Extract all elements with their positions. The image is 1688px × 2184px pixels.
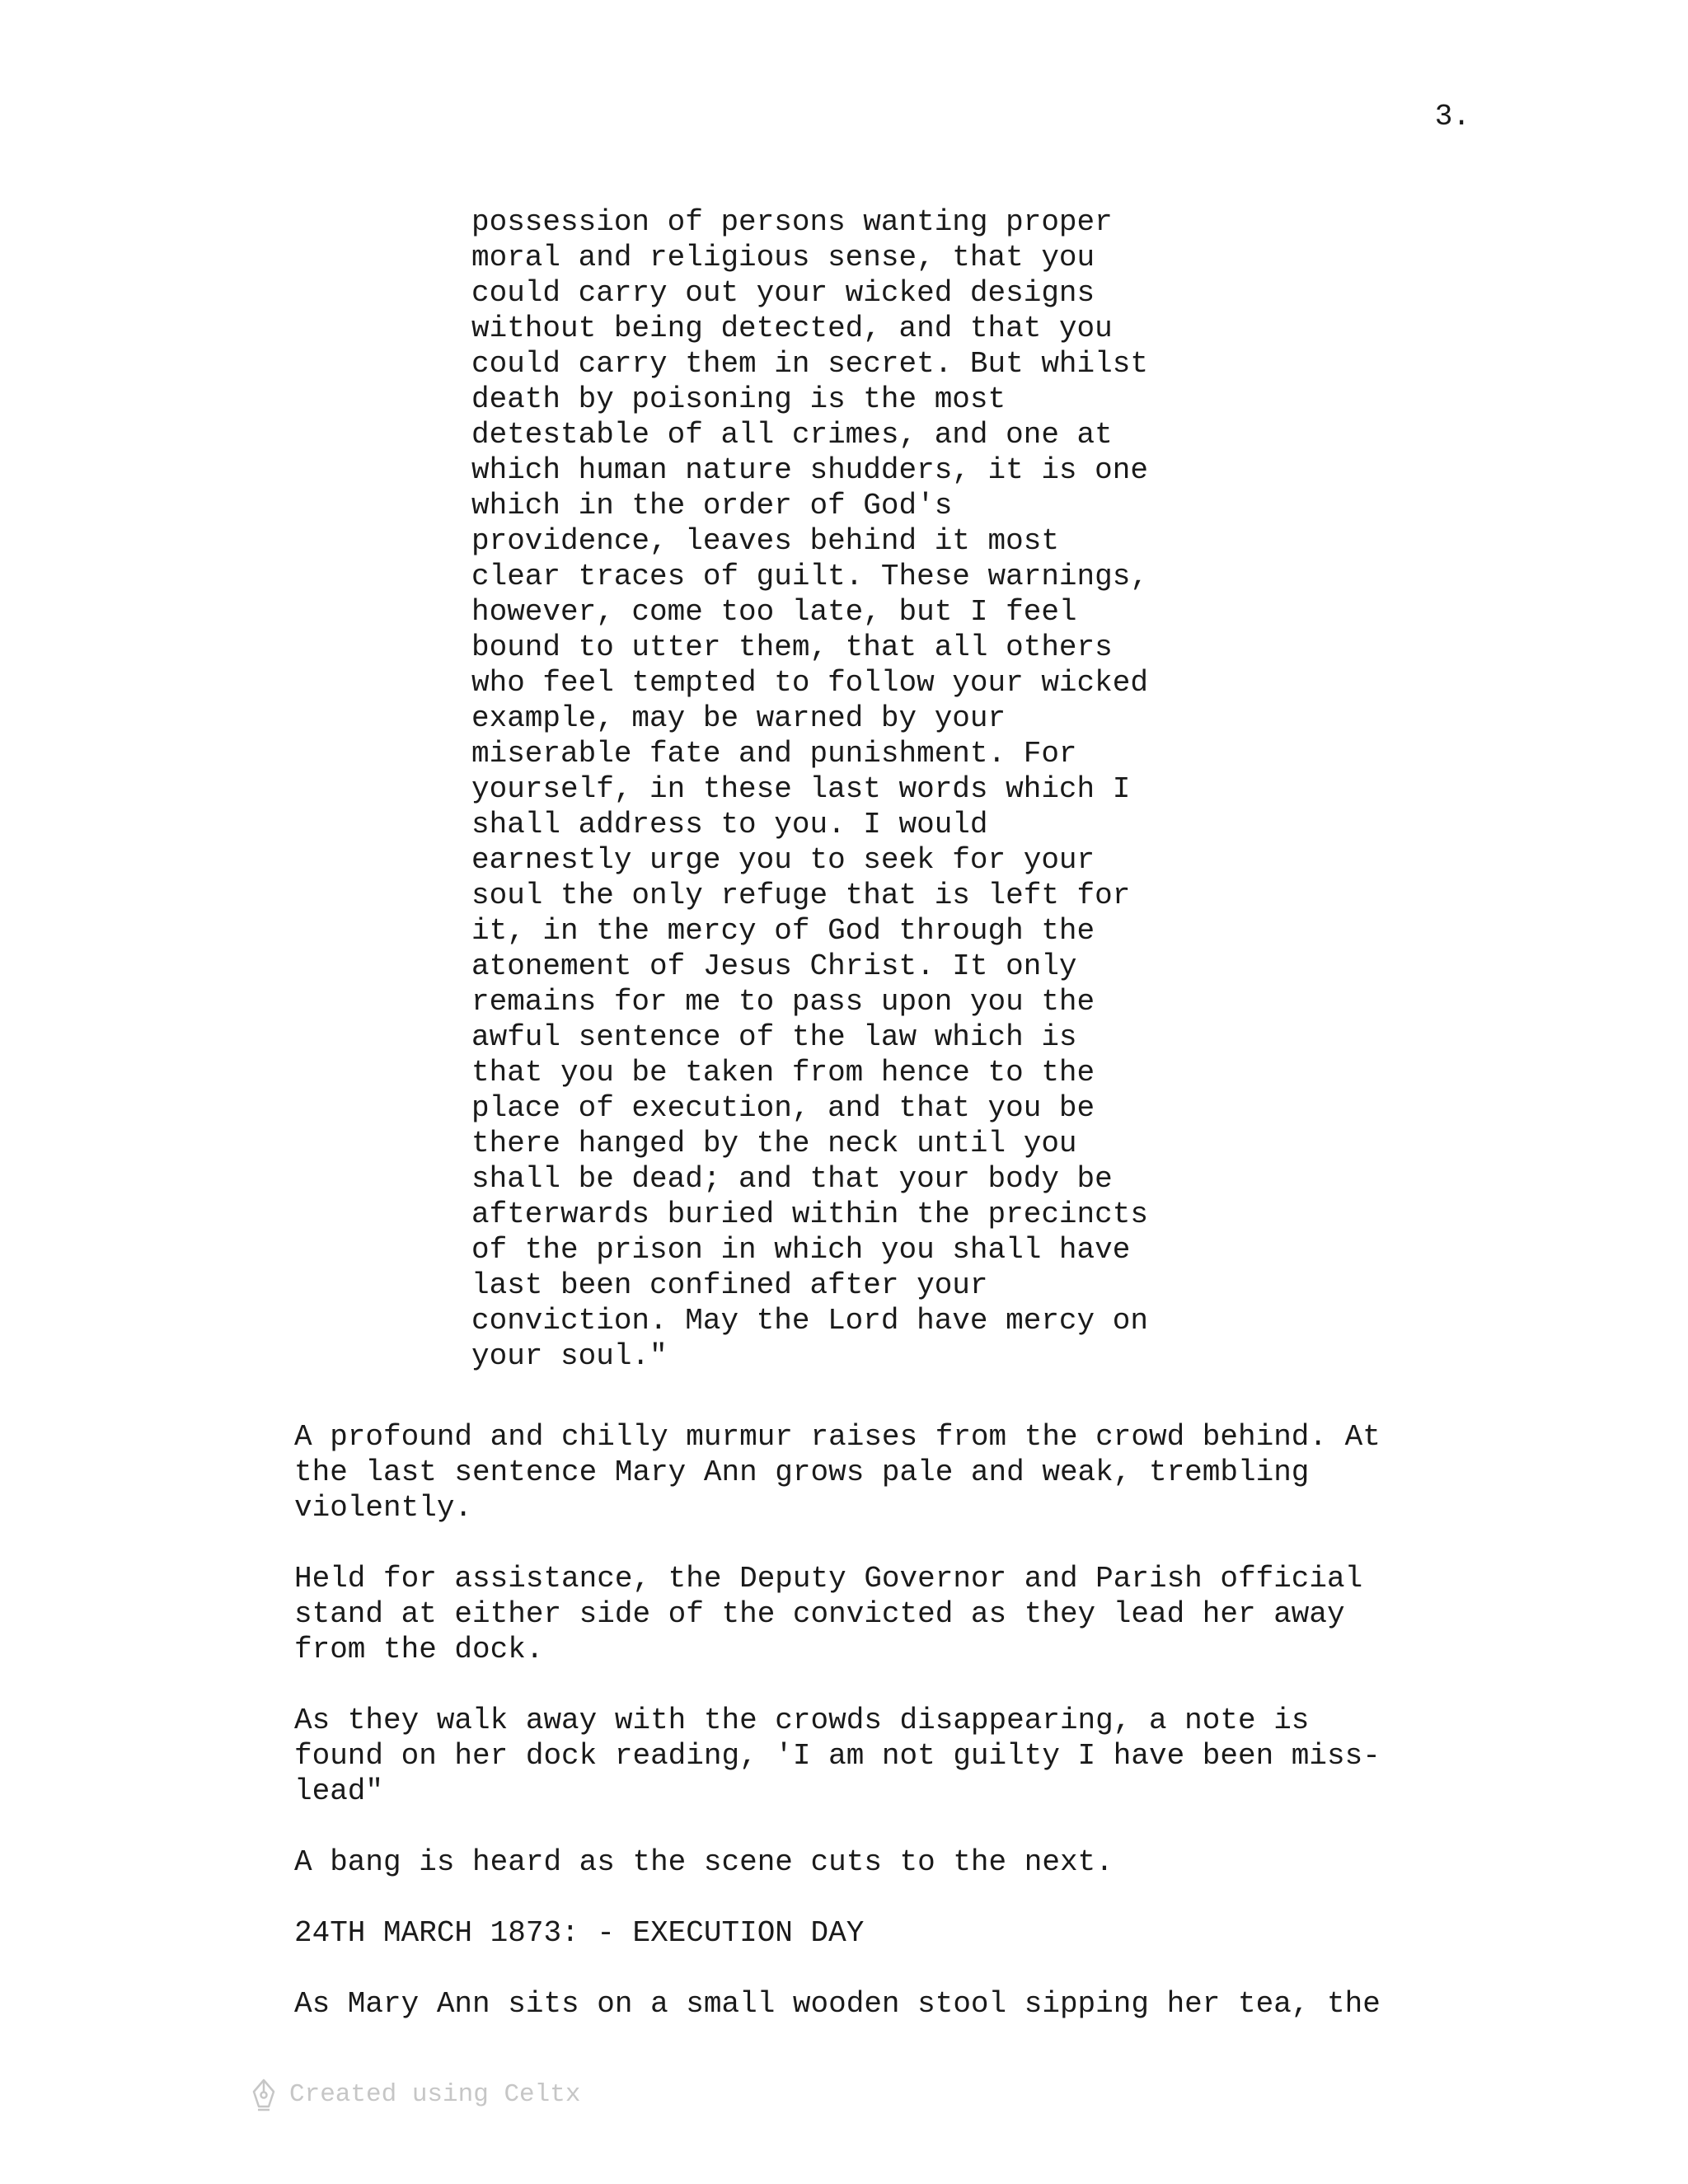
footer-text: Created using Celtx: [289, 2080, 581, 2109]
dialogue-line: last been confined after your: [471, 1268, 988, 1302]
dialogue-line: remains for me to pass upon you the: [471, 985, 1095, 1019]
dialogue-line: conviction. May the Lord have mercy on: [471, 1304, 1148, 1338]
action-line: 24TH MARCH 1873: - EXECUTION DAY: [294, 1916, 865, 1950]
dialogue-line: possession of persons wanting proper: [471, 205, 1113, 239]
dialogue-line: there hanged by the neck until you: [471, 1127, 1077, 1160]
action-line: found on her dock reading, 'I am not guilty I have been miss-: [294, 1739, 1381, 1773]
dialogue-line: shall be dead; and that your body be: [471, 1162, 1113, 1196]
dialogue-line: detestable of all crimes, and one at: [471, 418, 1113, 452]
action-paragraph: [294, 1986, 1381, 2022]
footer-watermark: [251, 2079, 580, 2111]
action-line: the last sentence Mary Ann grows pale and weak, trembling: [294, 1455, 1310, 1489]
dialogue-line: who feel tempted to follow your wicked: [471, 666, 1148, 700]
dialogue-line: afterwards buried within the precincts: [471, 1197, 1148, 1231]
dialogue-line: that you be taken from hence to the: [471, 1056, 1095, 1090]
action-paragraph: [294, 1844, 1114, 1880]
action-paragraph: [294, 1703, 1381, 1809]
dialogue-line: providence, leaves behind it most: [471, 524, 1059, 558]
dialogue-line: which human nature shudders, it is one: [471, 453, 1148, 487]
dialogue-line: moral and religious sense, that you: [471, 241, 1095, 274]
action-line: violently.: [294, 1491, 473, 1525]
dialogue-line: place of execution, and that you be: [471, 1091, 1095, 1125]
dialogue-line: which in the order of God's: [471, 489, 953, 523]
dialogue-line: it, in the mercy of God through the: [471, 914, 1095, 948]
dialogue-line: miserable fate and punishment. For: [471, 737, 1077, 771]
dialogue-line: earnestly urge you to seek for your: [471, 843, 1095, 877]
page-number: 3.: [1434, 100, 1470, 134]
action-line: stand at either side of the convicted as they lead her away: [294, 1597, 1345, 1631]
dialogue-line: death by poisoning is the most: [471, 382, 1006, 416]
scene-heading: [294, 1915, 864, 1951]
dialogue-line: your soul.": [471, 1339, 668, 1373]
dialogue-block: [471, 204, 1148, 1374]
dialogue-line: shall address to you. I would: [471, 808, 988, 841]
action-line: A bang is heard as the scene cuts to the next.: [294, 1845, 1114, 1879]
action-line: lead": [294, 1774, 384, 1808]
action-line: Held for assistance, the Deputy Governor and Parish official: [294, 1562, 1363, 1596]
dialogue-line: bound to utter them, that all others: [471, 630, 1113, 664]
dialogue-line: soul the only refuge that is left for: [471, 879, 1131, 912]
dialogue-line: without being detected, and that you: [471, 312, 1113, 345]
dialogue-line: yourself, in these last words which I: [471, 772, 1131, 806]
action-paragraph: [294, 1419, 1381, 1526]
action-paragraph: [294, 1561, 1362, 1667]
action-line: As they walk away with the crowds disappearing, a note is: [294, 1704, 1310, 1737]
dialogue-line: however, come too late, but I feel: [471, 595, 1077, 629]
action-line: from the dock.: [294, 1633, 544, 1666]
pen-nib-icon: [251, 2079, 276, 2111]
dialogue-line: awful sentence of the law which is: [471, 1020, 1077, 1054]
dialogue-line: could carry them in secret. But whilst: [471, 347, 1148, 381]
action-line: A profound and chilly murmur raises from the crowd behind. At: [294, 1420, 1381, 1454]
dialogue-line: could carry out your wicked designs: [471, 276, 1095, 310]
dialogue-line: example, may be warned by your: [471, 701, 1006, 735]
dialogue-line: of the prison in which you shall have: [471, 1233, 1131, 1267]
action-line: As Mary Ann sits on a small wooden stool sipping her tea, the: [294, 1987, 1381, 2021]
dialogue-line: atonement of Jesus Christ. It only: [471, 949, 1077, 983]
dialogue-line: clear traces of guilt. These warnings,: [471, 560, 1148, 593]
